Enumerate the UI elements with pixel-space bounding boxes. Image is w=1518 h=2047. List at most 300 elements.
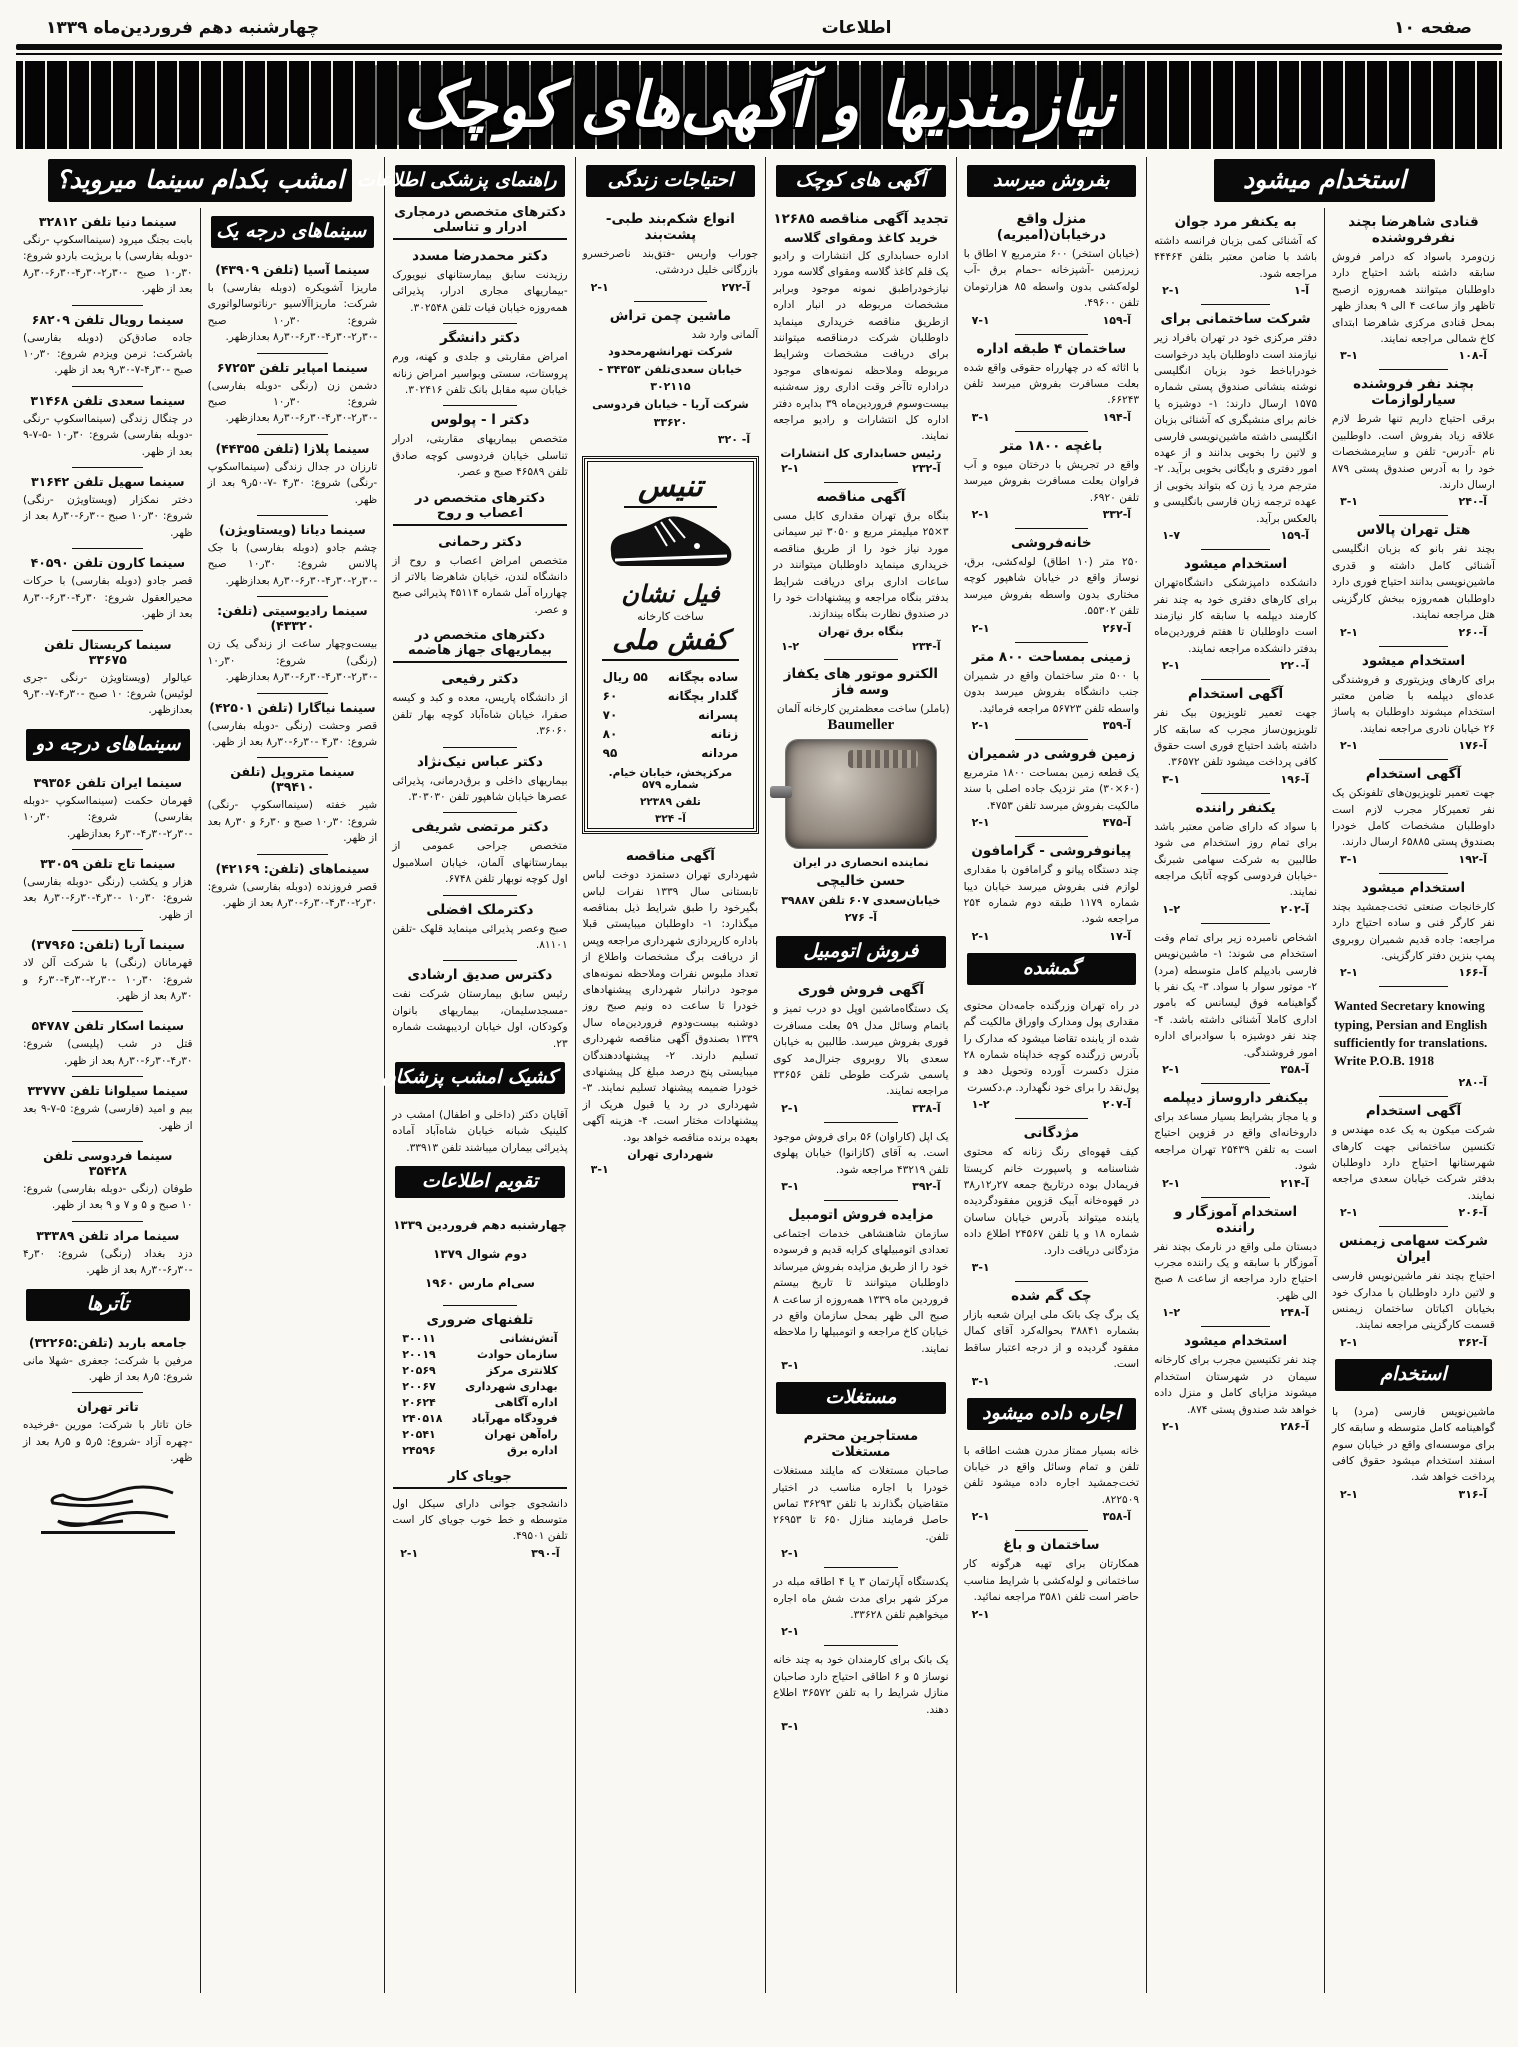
ad-body: ماشین‌نویس فارسی (مرد) با گواهینامه کامل متوسطه و سابقه کار برای موسسه‌ای واقع در خیابان سوم اسفند استخدام میشود حقوق کافی پرداخت خواهد شد. [1332,1405,1495,1484]
cinema-program: عیالوار (ویستاویژن -رنگی -جری لوئیس) شروع: ۱۰ صبح -۳۰ر۴-۷-۳۰ر۹ بعدازظهر. [22,671,193,717]
classified-ad [1331,868,1496,982]
cinema-listing [22,1071,194,1136]
ad-body: شهرداری تهران دستمزد دوخت لباس تابستانی سال ۱۳۳۹ نفرات لباس بگیرخود را طبق شرایط ذیل بمناقصه میگذارد: ۱- داوطلبان میبایستی قبلا باداره کارپردازی شهرداری مراجعه وپس از دریافت برگ مشخصات واطلاع از تعداد ملبوس نفرات وملاحظه نمونه‌های موجود درانبار شهرداری پیشنهادهای خودرا تا ساعت ده ونیم صبح روز دوشنبه بیست‌ودوم فروردین‌ماه سال ۱۳۳۹ بصندوق آگهی مناقصه شهرداری تسلیم دارند. ۲- پیشنهاددهندگان میبایستی پنج درصد مبلغ کل پیشنهادی خودرا ضمیمه پیشنهاد تسلیم نمایند. ۳- شهرداری در رد یا قبول هریک از پیشنهادات مختار است. ۴- هزینه آگهی بعهده برنده مناقصه خواهد بود. [582,869,759,1144]
cinema-name: سینما نیاگارا (تلفن ۴۲۵۰۱) [209,699,376,715]
classified-ad [1153,788,1318,918]
cinema-listing [22,1387,194,1468]
ad-title: به یکنفر مرد جوان [1174,214,1297,230]
ad-title: استخدام میشود [1183,556,1288,573]
ad-ref-code: آ-۳۹۰ [531,1546,560,1560]
ad-run-count: ۲-۱ [971,508,990,522]
ad-title: آگهی مناقصه [625,848,715,865]
ad-ref-code: آ-۲۲۰ [1280,659,1310,673]
classified-ad [1331,754,1496,868]
ad-title: انواع شکم‌بند طبی-پشت‌بند [605,211,735,243]
shoe-ad-address: مرکزپخش، خیابان خیام. شماره ۵۷۹ [608,767,733,792]
ad-body: و یا مجاز بشرایط بسیار مساعد برای داروخانه‌ای واقع در قزوین احتیاج است به تلفن ۲۵۴۳۹ تهران مراجعه شود. [1154,1111,1318,1173]
column-header-col-smallads: آگهی های کوچک [776,165,945,197]
phone-label: کلانتری مرکز [486,1364,558,1378]
cinema-listing [207,429,379,510]
shoe-price-value: ۵۵ ریال [602,669,648,684]
ad-ref-code: آ-۱۹۲ [1458,852,1487,866]
ad-body: یک اپل (کاراوان) ۵۶ برای فروش موجود است. به آقای (کازانوا) خیابان پهلوی تلفن ۴۳۲۱۹ مراجعه شود. [773,1130,949,1176]
column-col-necessities [575,157,765,1993]
ad-ref-code: آ-۲۴۰ [1458,495,1487,509]
ad-run-count: ۲-۱ [781,1625,800,1639]
ad-run-count: ۳-۱ [971,1374,990,1388]
classified-ad [582,296,759,448]
phone-row [392,1347,567,1363]
ad-body: با ۵۰۰ متر ساختمان واقع در شمیران جنب دانشگاه بفروش میرسد بدون واسطه تلفن ۵۶۷۲۳ مراجعه فرمائید. [963,669,1140,715]
ad-title: زمین فروشی در شمیران [967,745,1136,762]
ad-ref-row [1332,851,1495,866]
classified-ad [963,205,1140,329]
shoe-ad-brand: فیل نشان [621,580,720,609]
ad-ref-row [1154,282,1317,297]
ad-ref-row [964,1373,1139,1388]
ad-ref-code: آ-۲۶۰ [1458,625,1487,639]
cinema-program: شیر خفته (سینمااسکوپ -رنگی) شروع: ۳۰ر۱۰ صبح و ۳۰ر۶ و ۳۰ر۸ بعد از ظهر. [207,799,378,845]
ad-title: شرکت سهامی زیمنس ایران [1339,1233,1488,1266]
ad-run-count: ۲-۱ [1340,1206,1359,1220]
cinema-listing [22,208,194,300]
cinema-program: ماریزا آشویکره (دوبله بفارسی) با شرکت: ماریزاآلاسیو -رناتوسالواتوری شروع: ۳۰ر۱۰ صبح -۳۰ر۲-۳۰ر۴-۳۰ر۶-۳۰ر۸ بعدازظهر. [207,282,378,344]
ad-body: بنگاه برق تهران مقداری کابل مسی ۳×۲۵ میلیمتر مربع و ۳۰۵۰ تیر سیمانی مورد نیاز خود را از طریق مناقصه خریداری مینماید داوطلبان میتوانند در ساعات اداری برای دریافت شرایط بدفتر بنگاه مراجعه و پیشنهادات خود را در صندوق نظارت بنگاه بیندازند. [773,509,949,621]
ad-title: خانه‌فروشی [1011,535,1092,552]
ad-title: مستاجرین محترم مستغلات [803,1428,919,1461]
cinema-name: سینما تاج تلفن ۳۳۰۵۹ [40,855,176,871]
ad-run-count: ۲-۱ [971,718,990,732]
cinema-listing [207,510,379,591]
classified-ad [772,1117,949,1195]
classified-ad [963,993,1140,1113]
cinema-listing [22,769,194,844]
ad-run-count: ۲-۱ [781,1547,800,1561]
cinema-listing [22,300,194,381]
ad-ref-row [773,1178,948,1193]
ad-ref-row [1154,1418,1317,1433]
ad-title: مژدگانی [1023,1125,1080,1142]
cinema-program: دشمن زن (رنگی -دوبله بفارسی) شروع: ۳۰ر۱۰ صبح -۳۰ر۲-۳۰ر۴-۳۰ر۶-۳۰ر۸ بعدازظهر. [207,379,378,425]
ad-ref-row [773,1623,948,1638]
ad-title: دکتر رحمانی [438,533,522,550]
classified-ad [772,1562,949,1640]
ad-run-count: ۱-۲ [781,639,800,653]
section-header: سینماهای درجه یک [211,216,375,248]
ad-subtitle: خرید کاغذ ومقوای گلاسه [783,230,938,245]
ad-signature: شهرداری تهران [627,1148,714,1162]
ad-title: ماشین چمن تراش [609,307,732,324]
motor-ad-title: الکترو موتور های یکفاز وسه فاز [783,665,939,698]
ad-title: آگهی فروش فوری [797,982,924,999]
ad-title: دکترملک افضلی [426,901,534,918]
ad-ref-row [1332,1334,1495,1349]
ad-ref-row [1154,1061,1317,1076]
classified-ad [772,1640,949,1735]
cinema-name: سینما متروپل (تلفن ۳۹۴۱۰) [230,764,355,795]
ad-run-count: ۷-۱ [971,313,990,327]
cinema-name: سینما آریا (تلفن: ۳۷۹۶۵) [30,937,185,953]
ad-body: دفتر مرکزی خود در تهران بافراد زیر نیازمند است داوطلبان باید درخواست خودراباخط خود بزبان انگلیسی نوشته بنشانی صندوق پستی شماره ۱۵۷۵ ارسال دارند: ۱- دوشیزه یا خانم برای منشیگری که آشنائی بزبان انگلیسی داشته ماشین‌نویسی فارسی و لاتین را بخوبی بدانند و از عهده امور دفتری و بایگانی بخوبی برآید. ۲- مترجم مرد یا زن که بتواند بخوبی از عهده ترجمه زبان فارسی بانگلیسی و بالعکس برآید. [1154,332,1318,525]
ad-ref-row [773,1100,948,1115]
ad-ref-row [1154,1304,1317,1319]
ad-title: مزایده فروش اتومبیل [788,1206,934,1223]
calendar-row: چهارشنبه دهم فروردین ۱۳۳۹ [393,1218,567,1233]
phone-row [392,1331,567,1347]
motor-ad [772,655,949,929]
classified-ad [391,890,568,956]
phone-number: ۲۴۵۹۶ [402,1444,436,1458]
ad-title: دکتر رفیعی [441,671,519,688]
phone-number: ۲۴۰۵۱۸ [402,1412,443,1426]
shoe-ad-phone: تلفن ۲۲۳۸۹ [639,796,701,809]
ad-run-count: ۳-۱ [590,1163,609,1177]
cinema-listing [22,844,194,925]
ad-ref-row [964,1259,1139,1274]
ad-run-count: ۳-۱ [1340,495,1359,509]
ad-title: دکتر عباس نیک‌نژاد [416,753,543,770]
cinema-name: سینما مراد تلفن ۳۳۳۸۹ [36,1227,180,1243]
cinema-name: سینما سعدی تلفن ۳۱۴۶۸ [30,392,186,408]
ad-title: استخدام میشود [1183,1333,1288,1350]
classified-ad [1153,299,1318,544]
section-header: اجاره داده میشود [967,1398,1136,1430]
phone-number: ۲۰۵۶۹ [402,1364,436,1378]
ad-run-count: ۲-۱ [781,461,800,475]
cinema-listing [22,462,194,543]
column-header-col-necessities: احتیاجات زندگی [586,165,755,197]
classified-ad [963,1525,1140,1622]
phone-number: ۲۰۰۶۷ [402,1380,436,1394]
cinema-listing [22,625,194,721]
ad-ref-row [1332,624,1495,639]
ad-title: آگهی مناقصه [816,488,906,505]
ad-run-count: ۲-۱ [1340,1335,1359,1349]
cinema-listing [207,591,379,687]
ad-body: جهت تعمیر تلویزیون بیک نفر تلویزیون‌ساز مجرب که سابقه کار داشته باشد احتیاج فوری است حقوق کافی پرداخت میشود تلفن ۳۶۵۷۲. [1154,707,1318,769]
cinema-program: طوفان (رنگی -دوبله بفارسی) شروع: ۱۰ صبح و ۵ و ۷ و ۹ بعد از ظهر. [22,1183,193,1212]
ad-ref-row [964,814,1139,829]
classified-ad [1331,208,1496,364]
classified-ad [1153,544,1318,674]
group-header-cinema: امشب بکدام سینما میروید؟ [48,159,352,202]
ad-ref-row [1332,1074,1495,1089]
classified-ad [772,976,949,1116]
ad-ref-code: آ-۱۰۸ [1458,349,1487,363]
shoe-price-value: ۷۰ [602,707,618,722]
ad-title: استخدام میشود [1361,652,1466,669]
ad-ref-code: آ-۳۳۲ [1102,508,1132,522]
cinema-program: دزد بغداد (رنگی) شروع: ۳۰ر۴ -۳۰ر۶-۳۰ر۸ بعد از ظهر. [22,1247,193,1277]
ad-run-count: ۲-۱ [971,1510,990,1524]
group-header-employment: استخدام میشود [1214,159,1436,202]
ad-ref-row [773,1545,948,1560]
ad-title: پیانوفروشی - گرامافون [971,843,1132,860]
cinema-program: جاده صادق‌کن (دوبله بفارسی) باشرکت: نرمن ویزدم شروع: ۳۰ر۱۰ صبح -۳۰ر۴-۷-۳۰ر۹ بعد از ظهر. [22,331,193,377]
english-ad [1331,981,1496,1091]
ad-title: آگهی استخدام [1187,686,1284,703]
classified-ad [963,1113,1140,1276]
classified-ad [391,1102,568,1158]
phone-label: فرودگاه مهرآباد [471,1412,558,1426]
masthead-rule-thin [16,53,1502,55]
emergency-phones [391,1300,568,1461]
ad-signature: رئیس حسابداری کل انتشارات [780,446,942,460]
classified-ad [1153,1078,1318,1192]
ad-title: دکترس صدیق ارشادی [407,967,553,984]
shoe-price-value: ۹۵ [602,745,618,760]
ad-run-count: ۲-۱ [1162,659,1181,673]
cinema-listing [207,348,379,429]
classified-ad [1331,1221,1496,1351]
cinema-program: بیست‌وچهار ساعت از زندگی یک زن (رنگی) شروع: ۳۰ر۱۰ -۳۰ر۲-۳۰ر۴-۳۰ر۶-۳۰ر۸ بعدازظهر. [207,638,378,684]
column-col-employment-2 [1147,208,1324,1993]
publisher-signature [22,1469,194,1535]
ad-ref-code: آ-۱۹۶ [1280,772,1310,786]
ad-body: برای کارهای ویزیتوری و فروشندگی عده‌ای دیپلمه با ضامن معتبر استخدام میشوند داوطلبان به پاساژ ۲۶ خیابان نادری مراجعه نمایند. [1332,673,1495,735]
cinema-program: قهرمانان (رنگی) با شرکت آلن لاد شروع: ۳۰ر۱۰ -۳۰ر۲-۳۰ر۴-۳۰ر۶ و ۳۰ر۸ بعد از ظهر. [22,957,193,1002]
ad-ref-row [583,431,758,446]
issue-date: چهارشنبه دهم فروردین‌ماه ۱۳۳۹ [46,18,320,38]
signature-illustration [33,1479,183,1535]
phone-number: ۲۰۶۲۴ [402,1396,436,1410]
shoe-price-row [593,724,748,743]
ad-ref-code: آ-۲۷۲ [721,280,751,294]
ad-body: از دانشگاه پاریس، معده و کبد و کیسه صفرا، خیابان شاه‌آباد کوچه بهار تلفن ۳۶۰۶۰. [392,692,568,738]
ad-body: یکدستگاه آپارتمان ۳ یا ۴ اطاقه مبله در مرکز شهر برای مدت شش ماه اجاره میخواهیم تلفن ۳۳۶۲۸. [773,1576,949,1622]
ad-run-count: ۱-۲ [971,1098,990,1112]
ad-ref-code: آ- ۳۲۰ [717,433,751,447]
ad-run-count: ۲-۱ [971,929,990,943]
classified-ad [963,1438,1140,1526]
ad-run-count: ۲-۱ [1340,625,1359,639]
ad-title: تجدید آگهی مناقصه ۱۲۶۸۵ [773,211,949,227]
ad-title: شرکت ساختمانی برای [1160,311,1311,328]
section-header: تآترها [26,1289,190,1321]
ad-run-count: ۲-۱ [1162,284,1181,298]
ad-ref-row [773,1357,948,1372]
classified-ad [963,1276,1140,1390]
ad-ref-row [964,1096,1139,1111]
cinema-name: تاتر تهران [76,1399,139,1415]
classified-ad [582,842,759,1178]
group-title: دکترهای متخصص درمجاری ادرار و تناسلی [393,205,566,240]
phone-label: اداره آگاهی [494,1396,558,1410]
phone-label: سازمان حوادث [476,1348,558,1362]
ad-title: یکنفر راننده [1195,799,1276,816]
ad-ref-code: آ-۲۱۴ [1280,1176,1310,1190]
section-header: کشیک امشب پزشکان [395,1062,564,1094]
cinema-name: سینما ایران تلفن ۳۹۳۵۶ [33,774,183,790]
group-title: جویای کار [393,1469,566,1489]
ad-ref-code: آ-۱۹۴ [1102,410,1132,424]
column-header-col-forsale: بفروش میرسد [967,165,1136,197]
classified-ad [772,205,949,477]
section-header: استخدام [1335,1359,1492,1391]
cinema-program: قهرمان حکمت (سینمااسکوپ -دوبله بفارسی) شروع: ۳۰ر۱۰ -۳۰ر۲-۳۰ر۴-۳۰ر۶ بعدازظهر. [22,794,193,840]
ad-ref-code: آ-۳۹۲ [912,1179,941,1193]
cinema-name: جامعه باربد (تلفن:۳۲۲۶۵) [28,1334,187,1350]
ad-body: اداره حسابداری کل انتشارات و رادیو یک قلم کاغذ گلاسه ومقوای گلاسه مورد نیازخودراطبق نمونه موجود وبرابر مشخصات مربوطه در انبار اداره ازطریق مناقصه خریداری مینماید داوطلبان شرکت درمناقصه میتوانند برای دریافت مشخصات وشرایط مربوطه وملاحظه نمونه‌های موجود دراداره تاآخر وقت اداری روز سه‌شنبه بیست‌وسوم فروردین‌ماه ۳۹ بدایره دفتر اداره کل انتشارات و رادیو مراجعه نمایند. [773,250,949,443]
ad-ref-row [773,460,948,475]
classified-ad [391,955,568,1054]
ad-run-count: ۲-۱ [971,1607,990,1621]
ad-body: ۲۵۰ متر (۱۰ اطاق) لوله‌کشی، برق، نوساز واقع در خیابان شاهپور کوچه مختاری بدون واسطه بفروش میرسد تلفن ۵۵۳۰۲. [963,556,1140,618]
ad-body: یک برگ چک بانک ملی ایران شعبه بازار بشماره ۳۸۸۴۱ بحواله‌کرد آقای کمال مفقود گردیده و از درجه اعتبار ساقط است. [963,1309,1140,1371]
phone-row [392,1363,567,1379]
ad-run-count: ۳-۱ [781,1179,800,1193]
ad-body: صاحبان مستغلات که مایلند مستغلات خودرا با اجاره مناسب در اختیار متقاضیان بگذارند با تلفن ۳۶۲۹۳ تماس حاصل فرمایند منازل ۶۵۰ تا ۲۶۹۵۳ تلفن. [773,1465,949,1543]
classified-ad [1153,1321,1318,1435]
ad-ref-code: آ-۳۶۲ [1458,1335,1487,1349]
classified-ad [391,528,568,621]
ad-title: منزل واقع درخیابان(امیریه) [996,211,1106,243]
ad-run-count: ۲-۱ [1162,1176,1181,1190]
ad-ref-row [1332,964,1495,979]
section-header: سینماهای درجه دو [26,729,190,761]
classified-ad [391,742,568,808]
ad-ref-row [1332,1204,1495,1219]
ad-body: شرکت میکون به یک عده مهندس و تکنسین ساختمانی جهت کارهای شهرستانها احتیاج دارد داوطلبان بدفتر شرکت خیابان سعدی مراجعه نمایند. [1332,1124,1495,1202]
cinema-name: سینما فردوسی تلفن ۳۵۴۲۸ [43,1148,173,1178]
classified-ad [1331,1091,1496,1221]
group-title: دکترهای متخصص در بیماریهای جهاز هاضمه [393,628,566,663]
masthead-bar [16,10,1502,44]
shoe-price-value: ۸۰ [602,726,618,741]
motor-photo-shaft [770,786,792,798]
ad-title: ساختمان و باغ [1003,1537,1100,1554]
ad-body: که آشنائی کمی بزبان فرانسه داشته باشد با ضامن معتبر بتلفن ۴۴۴۶۴ مراجعه شود. [1154,235,1318,280]
ad-ref-code: آ-۲۳۲ [912,461,941,475]
ad-title: دکتر مرتضی شریفی [411,819,549,836]
ad-title: آگهی استخدام [1365,766,1462,783]
cinema-program: چشم جادو (دوبله بفارسی) با جک پالانس شروع: ۳۰ر۱۰ صبح -۳۰ر۲-۳۰ر۴-۳۰ر۶-۳۰ر۸ بعدازظهر. [207,542,378,587]
classified-ad [963,831,1140,945]
column-header-col-medical: راهنمای پزشکی اطلاعات [395,165,564,197]
cinema-listing [22,1329,194,1388]
classified-ad [963,523,1140,637]
ad-ref-code: آ-۲۰۷ [1102,1098,1132,1112]
motor-agent-label: نماینده انحصاری در ایران [793,856,929,870]
ad-title: دکتر ا - پولوس [430,412,530,429]
classified-ad [391,665,568,741]
cinema-name: سینما دیانا (ویستاویژن) [219,522,366,538]
column-col-medical [356,157,574,1993]
shoe-ad-factory: کفش ملی [602,625,738,661]
ad-title: زمینی بمساحت ۸۰۰ متر [971,648,1131,665]
shoe-price-value: ۶۰ [602,688,618,703]
cinema-program: قصر وحشت (رنگی -دوبله بفارسی) شروع: ۳۰ر۴ -۳۰ر۶-۳۰ر۸ بعد از ظهر. [207,719,378,748]
ad-ref-code: آ-۲۸۰ [1458,1076,1487,1090]
phone-number: ۲۰۵۴۱ [402,1428,436,1442]
ad-body: احتیاج بچند نفر ماشین‌نویس فارسی و لاتین دارد داوطلبان با مدارک خود بخیابان اکباتان ساختمان زیمنس قسمت کارگزینی مراجعه نمایند. [1332,1270,1495,1332]
classified-ad [1153,208,1318,299]
ad-run-count: ۲-۱ [400,1546,419,1560]
ad-run-count: ۲-۱ [1162,1063,1181,1077]
classified-ad [391,242,568,318]
ad-ref-row [1332,1486,1495,1501]
tennis-shoe-illustration [605,508,735,572]
motor-photo [786,740,936,848]
cinema-listing [22,543,194,624]
ad-ref-row [1154,771,1317,786]
newspaper-title: اطلاعات [821,18,892,38]
classified-ad [1331,510,1496,640]
ad-ref-code: آ-۱۷ [1109,929,1132,943]
ad-body: چند نفر تکنیسین مجرب برای کارخانه سیمان در شهرستان استخدام میشوند مزایای کامل و منزل داده خواهد شد صندوق پستی ۸۷۴. [1154,1354,1318,1416]
section-header: فروش اتومبیل [776,936,945,968]
cinema-name: سینما پلازا (تلفن ۴۴۳۵۵) [215,440,370,456]
ad-run-count: ۲-۱ [971,621,990,635]
cinema-program: تارزان در جدال زندگی (سینمااسکوپ -رنگی) شروع: ۳۰ر۴ -۷-۵۰ر۹ بعد از ظهر. [207,460,378,506]
cinema-program: خان تاتار با شرکت: مورین -فرخیده -چهره آزاد -شروع: ۵ر۵ و ۵ر۸ بعد از ظهر. [22,1419,193,1465]
ad-body: متخصص جراحی عمومی از بیمارستانهای آلمان، خیابان اسلامبول اول کوچه نوبهار تلفن ۶۷۴۸. [392,840,568,886]
ad-run-count: ۳-۱ [781,1359,800,1373]
classifieds-banner-plate [373,65,1144,145]
cinema-name: سینما سهیل تلفن ۳۱۶۴۲ [30,474,185,490]
ad-ref-code: آ-۲۰۲ [1280,902,1310,916]
ad-title: چک گم شده [1011,1288,1092,1305]
cinema-program: بیم و امید (فارسی) شروع: ۵-۷-۹ بعد از ظهر. [22,1103,193,1132]
ad-body: با سواد که دارای ضامن معتبر باشد برای تمام روز استخدام می شود طالبین به شرکت سهامی شبرنگ -خیابان فردوسی کوچه آتابک مراجعه نمایند. [1154,820,1318,899]
ad-line: ۳۳۶۲۰ [653,415,688,429]
ad-ref-row [964,312,1139,327]
ad-title: استخدام میشود [1361,879,1466,896]
phone-label: راه‌آهن تهران [484,1428,558,1442]
classified-ad [391,400,568,482]
ad-ref-code: آ-۱۶۶ [1458,966,1487,980]
classifieds-title: نیازمندیها و آگهی‌های کوچک [403,68,1115,141]
ad-ref-row [1332,347,1495,362]
ad-body: با اثاثه که در چهارراه حقوقی واقع شده بعلت مسافرت بفروش میرسد تلفن ۶۶۲۴۳. [963,361,1140,407]
calendar-row: دوم شوال ۱۳۷۹ [432,1246,527,1261]
ad-body: کارخانجات صنعتی تخت‌جمشید بچند نفر کارگر فنی و ساده احتیاج دارد مراجعه: جاده قدیم شمیران روبروی پمپ بنزین دفتر کارگزینی. [1332,900,1495,962]
cinema-name: سینما رادیوسیتی (تلفن: ۴۳۳۲۰) [217,603,368,634]
cinema-name: سینما سیلوانا تلفن ۳۳۷۷۷ [27,1083,189,1099]
ad-run-count: ۲-۱ [971,816,990,830]
cinema-program: قصر فروزنده (دوبله بفارسی) شروع: ۳۰ر۲-۳۰ر۴-۳۰ر۶-۳۰ر۸ بعد از ظهر. [207,880,378,909]
ad-body: متخصص امراض اعصاب و روح از دانشگاه لندن، خیابان شاهرضا بالاتر از چهارراه آمل شماره ۴۵۱۱۴ پذیرائی صبح و عصر. [392,554,568,616]
motor-agent-address: خیابان‌سعدی ۶۰۷ تلفن ۳۹۸۸۷ [781,893,941,907]
ad-ref-row [964,717,1139,732]
cinema-program: بابت بجنگ میرود (سینمااسکوپ -رنگی -دوبله بفارسی) با بریژیت باردو شروع: ۳۰ر۱۰ صبح -۳۰ر۲-۳۰ر۴-۳۰ر۶-۳۰ر۸ بعد از ظهر. [22,234,193,296]
classified-ad [963,426,1140,523]
ad-run-count: ۲-۱ [1162,1419,1181,1433]
cinema-program: مرفین با شرکت: جعفری -شهلا مانی شروع: ۵ر۸ بعد از ظهر. [22,1354,193,1384]
shoe-price-item: پسرانه [698,707,739,722]
ad-run-count: ۲-۱ [1340,739,1359,753]
shoe-price-item: ساده بچگانه [667,669,739,684]
phone-row [392,1379,567,1395]
masthead-rule [16,44,1502,50]
ad-ref-row [1154,527,1317,542]
phone-label: بهداری شهرداری [465,1380,558,1394]
shoe-price-item: گلدار بچگانه [667,688,739,703]
phone-label: آتش‌نشانی [499,1332,558,1346]
shoe-price-table [593,667,748,762]
ad-line: شرکت آریا - خیابان فردوسی [592,398,749,411]
english-ad-text: Wanted Secretary knowing typing, Persian and English sufficiently for translations. Write P.O.B. 1918 [1334,998,1488,1068]
ad-body: امراض مقاربتی و جلدی و کهنه، ورم پروستات، سستی وبواسیر امراض زنانه خیابان سپه مقابل بانک تلفن ۳۰۲۴۱۶. [392,351,568,397]
ad-run-count: ۲-۱ [1340,1487,1359,1501]
emergency-phones-title: تلفنهای ضروری [426,1311,534,1328]
motor-brand-latin: Baumeller [827,717,895,734]
ad-ref-code: آ-۱ [1293,284,1310,298]
column-col-smallads [765,157,955,1993]
column-col-cinema-first [200,208,385,1993]
ad-signature: بنگاه برق تهران [818,624,904,638]
ad-run-count: ۱-۲ [1162,1306,1181,1320]
